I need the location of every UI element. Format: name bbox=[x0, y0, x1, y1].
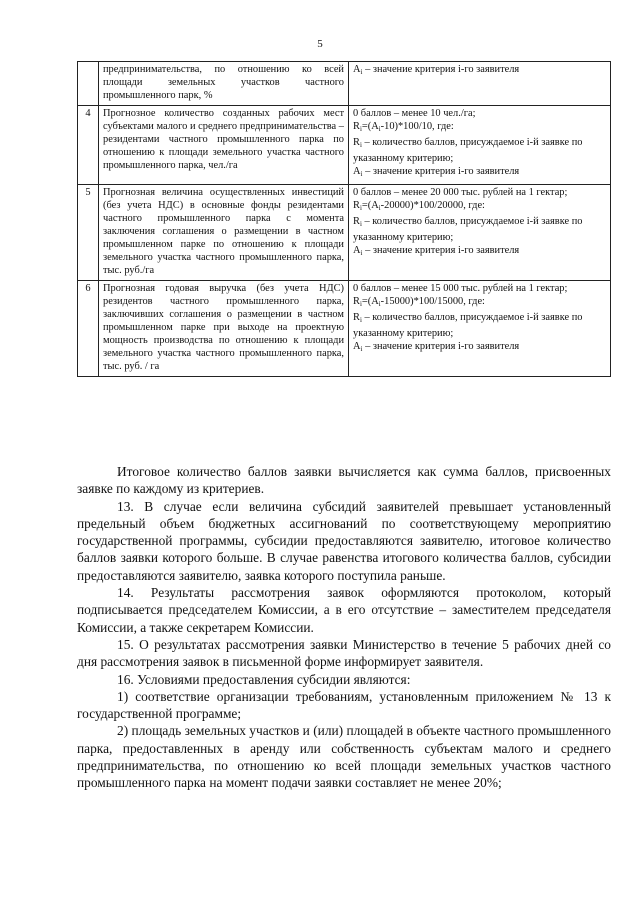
formula-text: – количество баллов, присуждаемое i-й заявке по указанному критерию; bbox=[353, 137, 583, 164]
formula-line bbox=[353, 165, 606, 181]
criterion-number bbox=[78, 62, 99, 106]
paragraph: Итоговое количество баллов заявки вычисляется как сумма баллов, присвоенных заявке по каждому из критериев. bbox=[77, 464, 611, 497]
formula-line bbox=[353, 199, 606, 215]
criterion-formula bbox=[349, 281, 611, 377]
formula-text: R bbox=[353, 296, 360, 307]
formula-text: =(A bbox=[361, 200, 379, 211]
formula-subscript: i bbox=[359, 316, 362, 324]
formula-subscript: i bbox=[359, 204, 362, 212]
formula-text: -20000)*100/20000, где: bbox=[380, 200, 485, 211]
formula-text: -15000)*100/15000, где: bbox=[380, 296, 485, 307]
formula-subscript: i bbox=[360, 68, 363, 76]
criterion-formula bbox=[349, 62, 611, 106]
formula-text: R bbox=[353, 216, 360, 227]
criterion-name: Прогнозная величина осуществленных инвестиций (без учета НДС) в основные фонды резидентами частного промышленного парка с момента заключения соглашения о размещении в частном промышленном парке по отношению к площади земельного участка частного промышленного парка, тыс. руб./га bbox=[99, 185, 349, 281]
formula-line bbox=[353, 282, 606, 295]
paragraph: 14. Результаты рассмотрения заявок оформляются протоколом, который подписывается председателем Комиссии, а в его отсутствие – заместителем председателя Комиссии, а также секретарем Комиссии. bbox=[77, 585, 611, 635]
table-row bbox=[78, 185, 611, 281]
criterion-number: 6 bbox=[78, 281, 99, 377]
formula-text: A bbox=[353, 64, 361, 75]
criteria-table bbox=[77, 61, 611, 377]
criterion-formula bbox=[349, 185, 611, 281]
formula-text: – количество баллов, присуждаемое i-й заявке по указанному критерию; bbox=[353, 312, 583, 339]
criterion-number: 5 bbox=[78, 185, 99, 281]
criteria-table-body bbox=[78, 62, 611, 377]
criterion-name: предпринимательства, по отношению ко всей площади земельных участков частного промышленного парк, % bbox=[99, 62, 349, 106]
criterion-formula bbox=[349, 106, 611, 185]
formula-line bbox=[353, 186, 606, 199]
paragraph: 15. О результатах рассмотрения заявки Министерство в течение 5 рабочих дней со дня рассмотрения заявок в письменной форме информирует заявителя. bbox=[77, 636, 611, 670]
formula-subscript: i bbox=[359, 220, 362, 228]
formula-subscript: i bbox=[359, 300, 362, 308]
formula-line bbox=[353, 120, 606, 136]
formula-line bbox=[353, 244, 606, 260]
formula-text: R bbox=[353, 121, 360, 132]
formula-subscript: i bbox=[359, 141, 362, 149]
formula-subscript: i bbox=[378, 300, 381, 308]
formula-text: R bbox=[353, 312, 360, 323]
formula-line bbox=[353, 107, 606, 120]
formula-line bbox=[353, 340, 606, 356]
formula-text: A bbox=[353, 341, 361, 352]
formula-text: 0 баллов – менее 20 000 тыс. рублей на 1 гектар; bbox=[353, 187, 568, 198]
page-number: 5 bbox=[317, 38, 323, 50]
formula-subscript: i bbox=[360, 249, 363, 257]
formula-text: =(A bbox=[361, 121, 379, 132]
paragraph: 13. В случае если величина субсидий заявителей превышает установленный предельный объем бюджетных ассигнований по соответствующему мероприятию государственной программы, субсидии предоставляются заявителю, итоговое количество баллов заявки которого больше. В случае равенства итогового количества баллов, субсидии предоставляются заявителю, заявка которого поступила раньше. bbox=[77, 498, 611, 583]
formula-line bbox=[353, 295, 606, 311]
formula-text: – количество баллов, присуждаемое i-й заявке по указанному критерию; bbox=[353, 216, 583, 243]
formula-subscript: i bbox=[359, 125, 362, 133]
paragraph: 2) площадь земельных участков и (или) площадей в объекте частного промышленного парка, предоставленных в аренду или собственность субъектам малого и среднего предпринимательства, по отношению ко всей площади земельных участков частного промышленного парка на момент подачи заявки составляет не менее 20%; bbox=[77, 723, 611, 791]
formula-text: =(A bbox=[361, 296, 379, 307]
formula-text: R bbox=[353, 200, 360, 211]
paragraph: 1) соответствие организации требованиям, установленным приложением № 13 к государственной программе; bbox=[77, 688, 611, 722]
formula-line bbox=[353, 311, 606, 340]
body-text bbox=[77, 463, 611, 792]
criterion-number: 4 bbox=[78, 106, 99, 185]
formula-text: R bbox=[353, 137, 360, 148]
criterion-name: Прогнозная годовая выручка (без учета НДС) резидентов частного промышленного парка, заключивших соглашения о размещении в частном промышленном парке при выходе на проектную мощность производства по отношению к площади земельного участка частного промышленного парка, тыс. руб. / га bbox=[99, 281, 349, 377]
paragraph: 16. Условиями предоставления субсидии являются: bbox=[117, 671, 411, 687]
formula-subscript: i bbox=[360, 345, 363, 353]
formula-text: 0 баллов – менее 15 000 тыс. рублей на 1 гектар; bbox=[353, 283, 568, 294]
formula-text: 0 баллов – менее 10 чел./га; bbox=[353, 108, 476, 119]
formula-text: A bbox=[353, 166, 361, 177]
formula-line bbox=[353, 136, 606, 165]
formula-text: – значение критерия i-го заявителя bbox=[362, 245, 520, 256]
formula-subscript: i bbox=[378, 125, 381, 133]
formula-subscript: i bbox=[378, 204, 381, 212]
table-row bbox=[78, 281, 611, 377]
table-row bbox=[78, 106, 611, 185]
formula-text: – значение критерия i-го заявителя bbox=[362, 341, 520, 352]
formula-subscript: i bbox=[360, 170, 363, 178]
formula-line bbox=[353, 63, 606, 79]
formula-text: A bbox=[353, 245, 361, 256]
formula-text: – значение критерия i-го заявителя bbox=[362, 166, 520, 177]
formula-text: – значение критерия i-го заявителя bbox=[362, 64, 520, 75]
formula-text: -10)*100/10, где: bbox=[380, 121, 454, 132]
formula-line bbox=[353, 215, 606, 244]
criterion-name: Прогнозное количество созданных рабочих мест субъектами малого и среднего предпринимательства – резидентами частного промышленного парка по отношению к площади земельного участка частного промышленного парка, чел./га bbox=[99, 106, 349, 185]
table-row bbox=[78, 62, 611, 106]
